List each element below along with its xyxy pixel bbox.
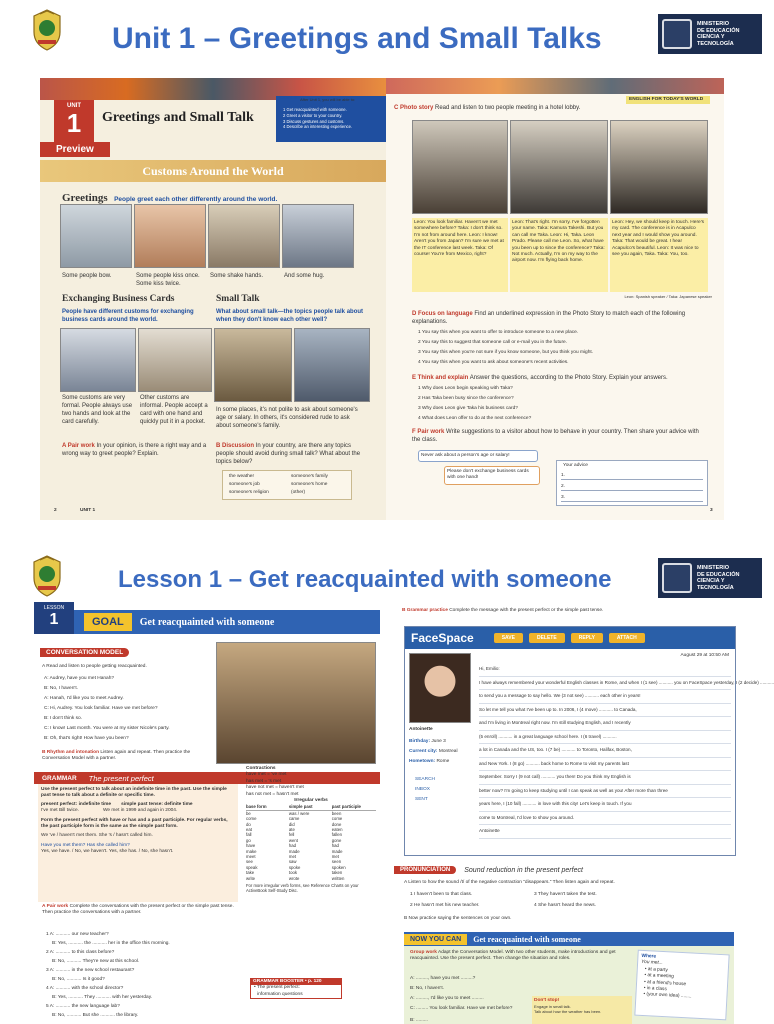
quote-bubble-1: Never ask about a person's age or salary! (418, 450, 538, 462)
message-line: come to Montreal, I'd love to show you around. (479, 812, 731, 826)
dont-stop-title: Don't stop! (534, 998, 560, 1003)
topic-item: the weather (229, 474, 255, 479)
birthday-label: Birthday: (409, 739, 431, 744)
irregular-cell: take (246, 870, 255, 876)
where-item: • in a class (643, 986, 667, 993)
where-sub: You met... (640, 960, 663, 967)
goal-item: 3 Discuss gestures and customs. (283, 118, 345, 124)
irregular-rows (246, 804, 376, 881)
nyc-dialog-line: C: ......... You look familiar. Have we met before? (410, 1006, 513, 1011)
message-line: Hi, Emilio: (479, 663, 731, 677)
lesson-number: 1 (49, 611, 59, 628)
exercise-line: 1 A: ........... our new teacher? (46, 932, 109, 937)
facespace-reply-button[interactable]: REPLY (571, 633, 603, 643)
now-you-can-bar (404, 932, 734, 946)
advice-box (556, 460, 708, 506)
unit-label: UNIT (67, 103, 81, 109)
contraction-item: has met = 's met (246, 778, 282, 784)
focus-item: 3 You say this when you're not sure if you know someone, but you think you might. (418, 350, 594, 355)
irregular-cell: speak (246, 864, 258, 870)
irregular-cell: spoken (331, 864, 346, 870)
message-line: Antoinette (479, 825, 731, 839)
exercise-line: 5 A: ........... the new language lab? (46, 1004, 120, 1009)
irregular-cell: ate (288, 827, 295, 833)
nav-inbox[interactable]: INBOX (415, 787, 430, 792)
slide-2 (0, 548, 774, 1024)
irregular-row (246, 876, 376, 881)
photo-kiss (134, 204, 206, 268)
think-text: Answer the questions, according to the Photo Story. Explain your answers. (469, 375, 668, 381)
pronunciation-bar (394, 864, 738, 876)
irregular-cell: saw (288, 859, 297, 865)
ministry-line: TECNOLOGÍA (697, 40, 734, 47)
irregular-cell: eat (246, 827, 252, 833)
exercise-line: 3 A: ........... in the new school restaurant? (46, 968, 135, 973)
now-you-can-label: NOW YOU CAN (404, 934, 467, 945)
goal-label: GOAL (84, 613, 132, 631)
ministry-logo (658, 558, 762, 598)
think-item: 4 What does Leon offer to do at the next conference? (418, 416, 532, 421)
facespace-window (404, 626, 774, 856)
photo-story-2 (510, 120, 608, 214)
dialog-line: A: Hanah, I'd like you to meet Audrey. (44, 696, 124, 701)
irregular-cell: seen (331, 859, 342, 865)
message-line: September. Sorry I (9 not call) ........... you then! Do you think my English is (479, 771, 731, 785)
slide-title: Lesson 1 – Get reacquainted with someone (118, 566, 612, 593)
grammar-practice-text: Complete the message with the present perfect or the simple past tense. (449, 608, 604, 613)
pronunciation-title: Sound reduction in the present perfect (464, 866, 583, 874)
irregular-cell: had (331, 843, 339, 849)
hometown-value: Rome (436, 759, 450, 764)
irregular-cell: have (246, 843, 256, 849)
irregular-cell: do (246, 821, 251, 827)
focus-text: Find an underlined expression in the Photo Story to match each of the following explanations. (412, 311, 686, 325)
irregular-cell: came (288, 816, 300, 822)
grammar-box (38, 784, 238, 902)
exercise-line: B: Yes, ........... the ........... her in the office this morning. (52, 941, 170, 946)
lesson-page-right (394, 602, 774, 1024)
irregular-cell: spoke (288, 864, 301, 870)
nav-search[interactable]: SEARCH (415, 777, 435, 782)
story-dialog-3: Leon: Hey, we should keep in touch. Here's my card. The conference is in Acapulco next year and I would show you around. Taka: That would be great. I hear Acapulco's beautiful. Leon: It was nice to see you again, Taka. Taka: You, too. (610, 218, 708, 292)
birthday-value: June 3 (431, 739, 446, 744)
irregular-cell: come (246, 816, 257, 822)
grammar-ex-b: We met in 1999 and again in 2004. (102, 808, 178, 814)
photo-hug (282, 204, 354, 268)
exercise-line: B: No, ........... They're new at this school. (52, 959, 140, 964)
group-work (410, 950, 628, 963)
exercise-line: 2 A: ........... to this class before? (46, 950, 115, 955)
message-line: and New York. I (8 go) ........... back home to Rome to visit my parents last (479, 758, 731, 772)
message-line: a lot in Canada and the US, too. I (7 be) ........... to Toronto, Halifax, Boston, (479, 744, 731, 758)
facespace-save-button[interactable]: SAVE (494, 633, 523, 643)
think-item: 2 Has Taka been busy since the conference? (418, 396, 514, 401)
pairwork-a-text: Complete the conversations with the present perfect or the simple past tense. Then practice the conversations with a partner. (42, 904, 234, 916)
goal-text: Get reacquainted with someone (139, 616, 275, 628)
book-page-left (40, 78, 386, 520)
pron-item: 2 He hasn't met his new teacher. (410, 903, 480, 908)
greetings-word: Greetings (62, 192, 108, 204)
photo-card-informal (138, 328, 212, 392)
city-value: Montreal (438, 749, 458, 754)
exercise-line: 4 A: ........... with the school director? (46, 986, 124, 991)
irregular-verbs-table (246, 798, 376, 894)
pairwork-a (42, 904, 238, 917)
irregular-cell: see (246, 859, 253, 865)
story-dialog-2: Leon: That's right. I'm sorry. I've forgotten your name. Taka: Kamura Takeshi. But you can call me Taka. Leon: Hi, Taka. Leon Prado. Please call me Leon. So, what have you been up to since the conference? Taka: Not much. Actually, I'm on my way to the airport now. I'm flying back home. (510, 218, 608, 292)
goals-list (280, 105, 386, 131)
rhythm-label: B Rhythm and intonation (42, 750, 100, 755)
irregular-cell: met (288, 854, 297, 860)
topic-item: someone's home (291, 482, 328, 487)
irregular-cell: been (331, 810, 342, 816)
ministry-line: DE EDUCACIÓN (697, 27, 740, 34)
exchanging-title: Exchanging Business Cards (62, 294, 175, 304)
booster-item: • The present perfect: (254, 985, 300, 991)
flag-banner-right (386, 78, 724, 94)
page-number-left: 2 (54, 508, 57, 513)
irregular-cell: meet (246, 854, 256, 860)
where-item: • (your own idea) ........ (643, 992, 692, 1000)
photo-story-text: Read and listen to two people meeting in a hotel lobby. (435, 105, 581, 111)
dont-stop-item: Engage in small talk. (534, 1004, 571, 1010)
contractions-box (246, 766, 366, 798)
group-work-panel (404, 946, 734, 1024)
message-line: to send you a message to say hello. We (3 not see) ........... each other in years! (479, 690, 731, 704)
hometown-label: Hometown: (409, 759, 436, 764)
ministry-seal-icon (662, 19, 692, 49)
grammar-rule-2: Form the present perfect with have or has and a past participle. For regular verbs, the past participle form is the same as the simple past form. (41, 817, 228, 830)
pron-item: 1 I haven't been to that class. (410, 892, 473, 897)
goal-item: 2 Greet a visitor to your country. (283, 113, 343, 118)
irregular-cell: eaten (331, 827, 343, 833)
irregular-cell: met (331, 854, 339, 860)
message-line: and I'm living in Montreal right now. I'm still studying English, and I recently (479, 717, 731, 731)
ministry-line: MINISTERIO (697, 21, 730, 27)
grammar-ex-label-a: present perfect: indefinite time (41, 801, 112, 807)
pair-work-text: In your opinion, is there a right way and a wrong way to greet people? Explain. (62, 443, 207, 457)
smalltalk-caption: In some places, it's not polite to ask about someone's age or salary. In others, it's considered rude to ask about someone's family. (216, 407, 358, 429)
speaker-note: Leon: Spanish speaker / Taka: Japanese speaker (624, 294, 712, 299)
unit-badge (54, 100, 94, 144)
ministry-line: DE EDUCACIÓN (697, 571, 740, 578)
facespace-brand: FaceSpace (411, 631, 474, 645)
where-item: • at a party (644, 966, 668, 974)
pron-a: A Listen to how the sound /t/ of the negative contraction "disappears." Then listen again and repeat. (404, 880, 615, 885)
message-line: I have always remembered your wonderful English classes in Rome, and when I (1 see) ........... you on FaceSpace yesterday, I (2 decide) ........... (479, 677, 731, 691)
rhythm-text: Listen again and repeat. Then practice the Conversation Model with a partner. (42, 750, 191, 762)
grammar-practice-label: B Grammar practice (402, 608, 448, 613)
photo-smalltalk-a (214, 328, 292, 402)
smalltalk-title: Small Talk (216, 294, 260, 304)
message-date: August 29 at 10:50 AM (680, 653, 729, 658)
ministry-line: MINISTERIO (697, 565, 730, 571)
pron-item: 4 She hasn't heard the news. (534, 903, 596, 908)
irregular-cell: go (246, 837, 251, 843)
think-explain (412, 374, 708, 382)
irregular-cell: fallen (331, 832, 343, 838)
advice-line[interactable]: 3. (561, 495, 703, 502)
customs-banner: Customs Around the World (40, 160, 386, 182)
lesson-label: LESSON (43, 605, 65, 611)
ministry-logo (658, 14, 762, 54)
irregular-cell: write (246, 875, 256, 881)
ministry-line: TECNOLOGÍA (697, 584, 734, 591)
greetings-sub: People greet each other differently around the world. (114, 196, 278, 203)
profile-photo (409, 653, 471, 723)
exchanging-sub: People have different customs for exchanging business cards around the world. (62, 309, 194, 323)
think-label: E Think and explain (412, 375, 469, 381)
focus-language (412, 310, 708, 326)
irregular-cell: made (331, 848, 343, 854)
booster-item: information questions (257, 991, 303, 997)
nav-sent[interactable]: SENT (415, 797, 428, 802)
exercise-line: B: No, ........... But she ........... the library. (52, 1013, 139, 1018)
exercise-list (46, 930, 246, 1020)
rhythm (42, 750, 214, 763)
advice-line[interactable]: 1. (561, 473, 703, 480)
group-work-text: Adapt the Conversation Model. With two other students, make introductions and get reacquainted. Use the present perfect. Then change the situation and roles. (410, 950, 616, 962)
advice-label: Your advice (563, 463, 588, 468)
dialog-line: C: I know! Last month. You were at my sister Nicole's party. (44, 726, 170, 731)
grammar-title: The present perfect (88, 773, 154, 783)
irregular-cell: fall (246, 832, 252, 838)
irregular-cell: gone (331, 837, 342, 843)
advice-line[interactable]: 2. (561, 484, 703, 491)
ministry-seal-icon (662, 563, 692, 593)
nyc-dialog-line: A: ........., have you met .........? (410, 976, 476, 981)
photo-card-formal (60, 328, 136, 392)
irregular-cell: took (288, 870, 298, 876)
facespace-attach-button[interactable]: ATTACH (609, 633, 645, 643)
think-item: 1 Why does Leon begin speaking with Taka? (418, 386, 513, 391)
irregular-cell: come (331, 816, 343, 822)
grammar-answer: Yes, we have. / No, we haven't. Yes, she has. / No, she hasn't. (41, 849, 174, 855)
lesson-badge (34, 602, 74, 634)
slide-title: Unit 1 – Greetings and Small Talks (112, 22, 602, 55)
dialog-line: B: I don't think so. (44, 716, 82, 721)
pair-work-a (62, 442, 208, 458)
grammar-question: Have you met them? Has she called him? (41, 842, 130, 848)
goals-label: GOALS (280, 96, 297, 103)
irregular-cell: did (288, 821, 295, 827)
caption-handshake: Some shake hands. (210, 273, 264, 279)
pairwork-a-label: A Pair work (42, 904, 69, 909)
topic-item: someone's job (229, 482, 260, 487)
conv-a: A Read and listen to people getting reacquainted. (42, 664, 147, 669)
facespace-toolbar (405, 627, 735, 649)
profile-name: Antoinette (409, 727, 433, 732)
dialog-line: A: Audrey, have you met Hanah? (44, 676, 115, 681)
pair-work-label: A Pair work (62, 443, 95, 449)
exercise-line: B: Yes, ........... They ........... with her yesterday. (52, 995, 153, 1000)
irregular-cell: wrote (288, 875, 300, 881)
irregular-cell: was / were (288, 810, 310, 816)
grammar-ex-a: I've met Bill twice. (41, 808, 79, 814)
message-line: So let me tell you what I've been up to. In 2006, I (4 move) ........... to Canada, (479, 704, 731, 718)
pron-b: B Now practice saying the sentences on your own. (404, 916, 512, 921)
grammar-label: GRAMMAR (42, 774, 77, 782)
unit-number: 1 (66, 108, 82, 138)
caption-bow: Some people bow. (62, 273, 112, 279)
photo-story-3 (610, 120, 708, 214)
unit-heading: Greetings and Small Talk (102, 110, 254, 125)
dialog-line: B: No, I haven't. (44, 686, 78, 691)
focus-item: 4 You say this when you want to ask about someone's recent activities. (418, 360, 569, 365)
photo-story-1 (412, 120, 508, 214)
where-item: • at a meeting (644, 973, 674, 980)
pair-work-f (412, 428, 708, 444)
school-seal-icon (30, 8, 64, 52)
irregular-cell: went (288, 837, 298, 843)
nyc-dialog-line: B: ......... (410, 1018, 428, 1023)
photo-handshake (208, 204, 280, 268)
book-page-right (386, 78, 724, 520)
topics-box (222, 470, 352, 500)
ministry-line: CIENCIA Y (697, 34, 725, 40)
caption-hug: And some hug. (284, 273, 325, 279)
ministry-line: CIENCIA Y (697, 578, 725, 584)
lesson-page-left (34, 602, 380, 1024)
story-dialog-1: Leon: You look familiar. Haven't we met somewhere before? Taka: I don't think so. I'm not from around here. Leon: I know! Aren't you from Japan? I'm sure we met at the IT conference last week. Taka: Of course! You're from Mexico, right? (412, 218, 508, 292)
where-title: Where (641, 953, 657, 960)
photo-conversation (216, 642, 376, 764)
exercise-line: B: No, ........... Is it good? (52, 977, 105, 982)
goal-bar (74, 610, 380, 634)
caption-kiss: Some people kiss once. Some kiss twice. (136, 273, 200, 287)
grammar-ex-3: We 've / haven't met them. She 's / hasn't called him. (41, 833, 153, 839)
grammar-practice (402, 608, 732, 614)
nyc-dialog-line: B: No, I haven't. (410, 986, 444, 991)
irregular-cell: taken (331, 870, 343, 876)
focus-label: D Focus on language (412, 311, 473, 317)
photo-smalltalk-b (294, 328, 370, 402)
city-label: Current city: (409, 749, 438, 754)
pairwork-f-text: Write suggestions to a visitor about how to behave in your country. Then share your advice with the class. (412, 429, 699, 443)
pronunciation-label: PRONUNCIATION (394, 866, 456, 874)
dont-stop-box (532, 996, 632, 1024)
page-number-right: 3 (710, 508, 713, 513)
irregular-cell: make (246, 848, 257, 854)
irregular-cell: done (331, 821, 342, 827)
now-you-can-title: Get reacquainted with someone (473, 934, 581, 944)
grammar-booster[interactable] (250, 978, 342, 999)
goals-intro: After Unit 1, you will be able to: (300, 96, 356, 102)
goals-panel (280, 96, 386, 144)
pairwork-f-label: F Pair work (412, 429, 445, 435)
irregular-title: Irregular verbs (294, 798, 328, 803)
dialog-line: B: Oh, that's right! How have you been? (44, 736, 129, 741)
conversation-model-label: CONVERSATION MODEL (40, 648, 129, 657)
dialog-line: C: Hi, Audrey. You look familiar. Have we met before? (44, 706, 158, 711)
quote-bubble-2: Please don't exchange business cards with one hand! (444, 466, 540, 485)
booster-label: GRAMMAR BOOSTER • p. 120 (251, 979, 341, 985)
exchange-caption-informal: Other customs are informal. People accept a card with one hand and quickly put it in a pocket. (140, 395, 208, 425)
irregular-cell: simple past (288, 804, 313, 810)
contractions-title: Contractions (246, 766, 276, 771)
message-line: (5 enroll) ........... in a great language school here. I (6 travel) ........... (479, 731, 731, 745)
irregular-note: For more irregular verb forms, see Reference Charts on your ActiveBook Self-Study Disc. (246, 883, 359, 894)
grammar-ex-label-b: simple past tense: definite time (121, 801, 193, 807)
photo-bow (60, 204, 132, 268)
irregular-cell: fell (288, 832, 295, 838)
where-item: • at a friend's house (643, 979, 687, 987)
english-note: ENGLISH FOR TODAY'S WORLD (626, 96, 710, 104)
photo-story-header (394, 104, 614, 112)
focus-item: 2 You say this to suggest that someone call or e-mail you in the future. (418, 340, 568, 345)
nyc-dialog-line: A: ........., I'd like you to meet ......... (410, 996, 484, 1001)
discussion-b (216, 442, 366, 466)
discussion-label: B Discussion (216, 443, 255, 449)
facespace-delete-button[interactable]: DELETE (529, 633, 565, 643)
topic-item: someone's religion (229, 490, 269, 495)
irregular-cell: be (246, 810, 251, 816)
think-item: 3 Why does Leon give Taka his business card? (418, 406, 518, 411)
contraction-item: have not met = haven't met (246, 785, 304, 791)
discussion-text: In your country, are there any topics people should avoid during small talk? What about the topics below? (216, 443, 361, 465)
page-footer-left: UNIT 1 (80, 508, 96, 513)
photo-story-label: C Photo story (394, 105, 434, 111)
topic-item: someone's family (291, 474, 328, 479)
contraction-item: has not met = hasn't met (246, 791, 299, 797)
irregular-cell: made (288, 848, 300, 854)
irregular-cell: base form (246, 804, 267, 810)
school-seal-icon (30, 554, 64, 598)
irregular-cell: past participle (331, 804, 361, 810)
pron-item: 3 They haven't taken the test. (534, 892, 597, 897)
message-body (479, 663, 774, 839)
grammar-rule-1: Use the present perfect to talk about an indefinite time in the past. Use the simple past tense to talk about a definite or specific time. (41, 787, 227, 799)
exchange-caption-formal: Some customs are very formal. People always use two hands and look at the card carefully. (62, 395, 133, 425)
where-note (634, 950, 729, 1021)
topic-item: (other) (291, 490, 306, 495)
irregular-cell: had (288, 843, 297, 849)
message-line: better now? I'm going to keep studying until I can speak as well as you! After more than three (479, 785, 731, 799)
smalltalk-sub: What about small talk—the topics people talk about when they don't know each other well? (216, 309, 364, 323)
goal-item: 1 Get reacquainted with someone. (283, 107, 347, 113)
message-line: years here, I (10 fall) ........... in love with this city! Let's keep in touch. If you (479, 798, 731, 812)
irregular-cell: written (331, 875, 345, 881)
focus-item: 1 You say this when you want to offer to introduce someone to a new place. (418, 330, 579, 335)
goal-item: 4 Describe an interesting experience. (283, 124, 353, 130)
contraction-item: have met = 've met (246, 772, 287, 778)
group-work-label: Group work (410, 950, 437, 955)
preview-label: Preview (40, 142, 110, 157)
dont-stop-item: Talk about how the weather has been. (534, 1009, 602, 1015)
